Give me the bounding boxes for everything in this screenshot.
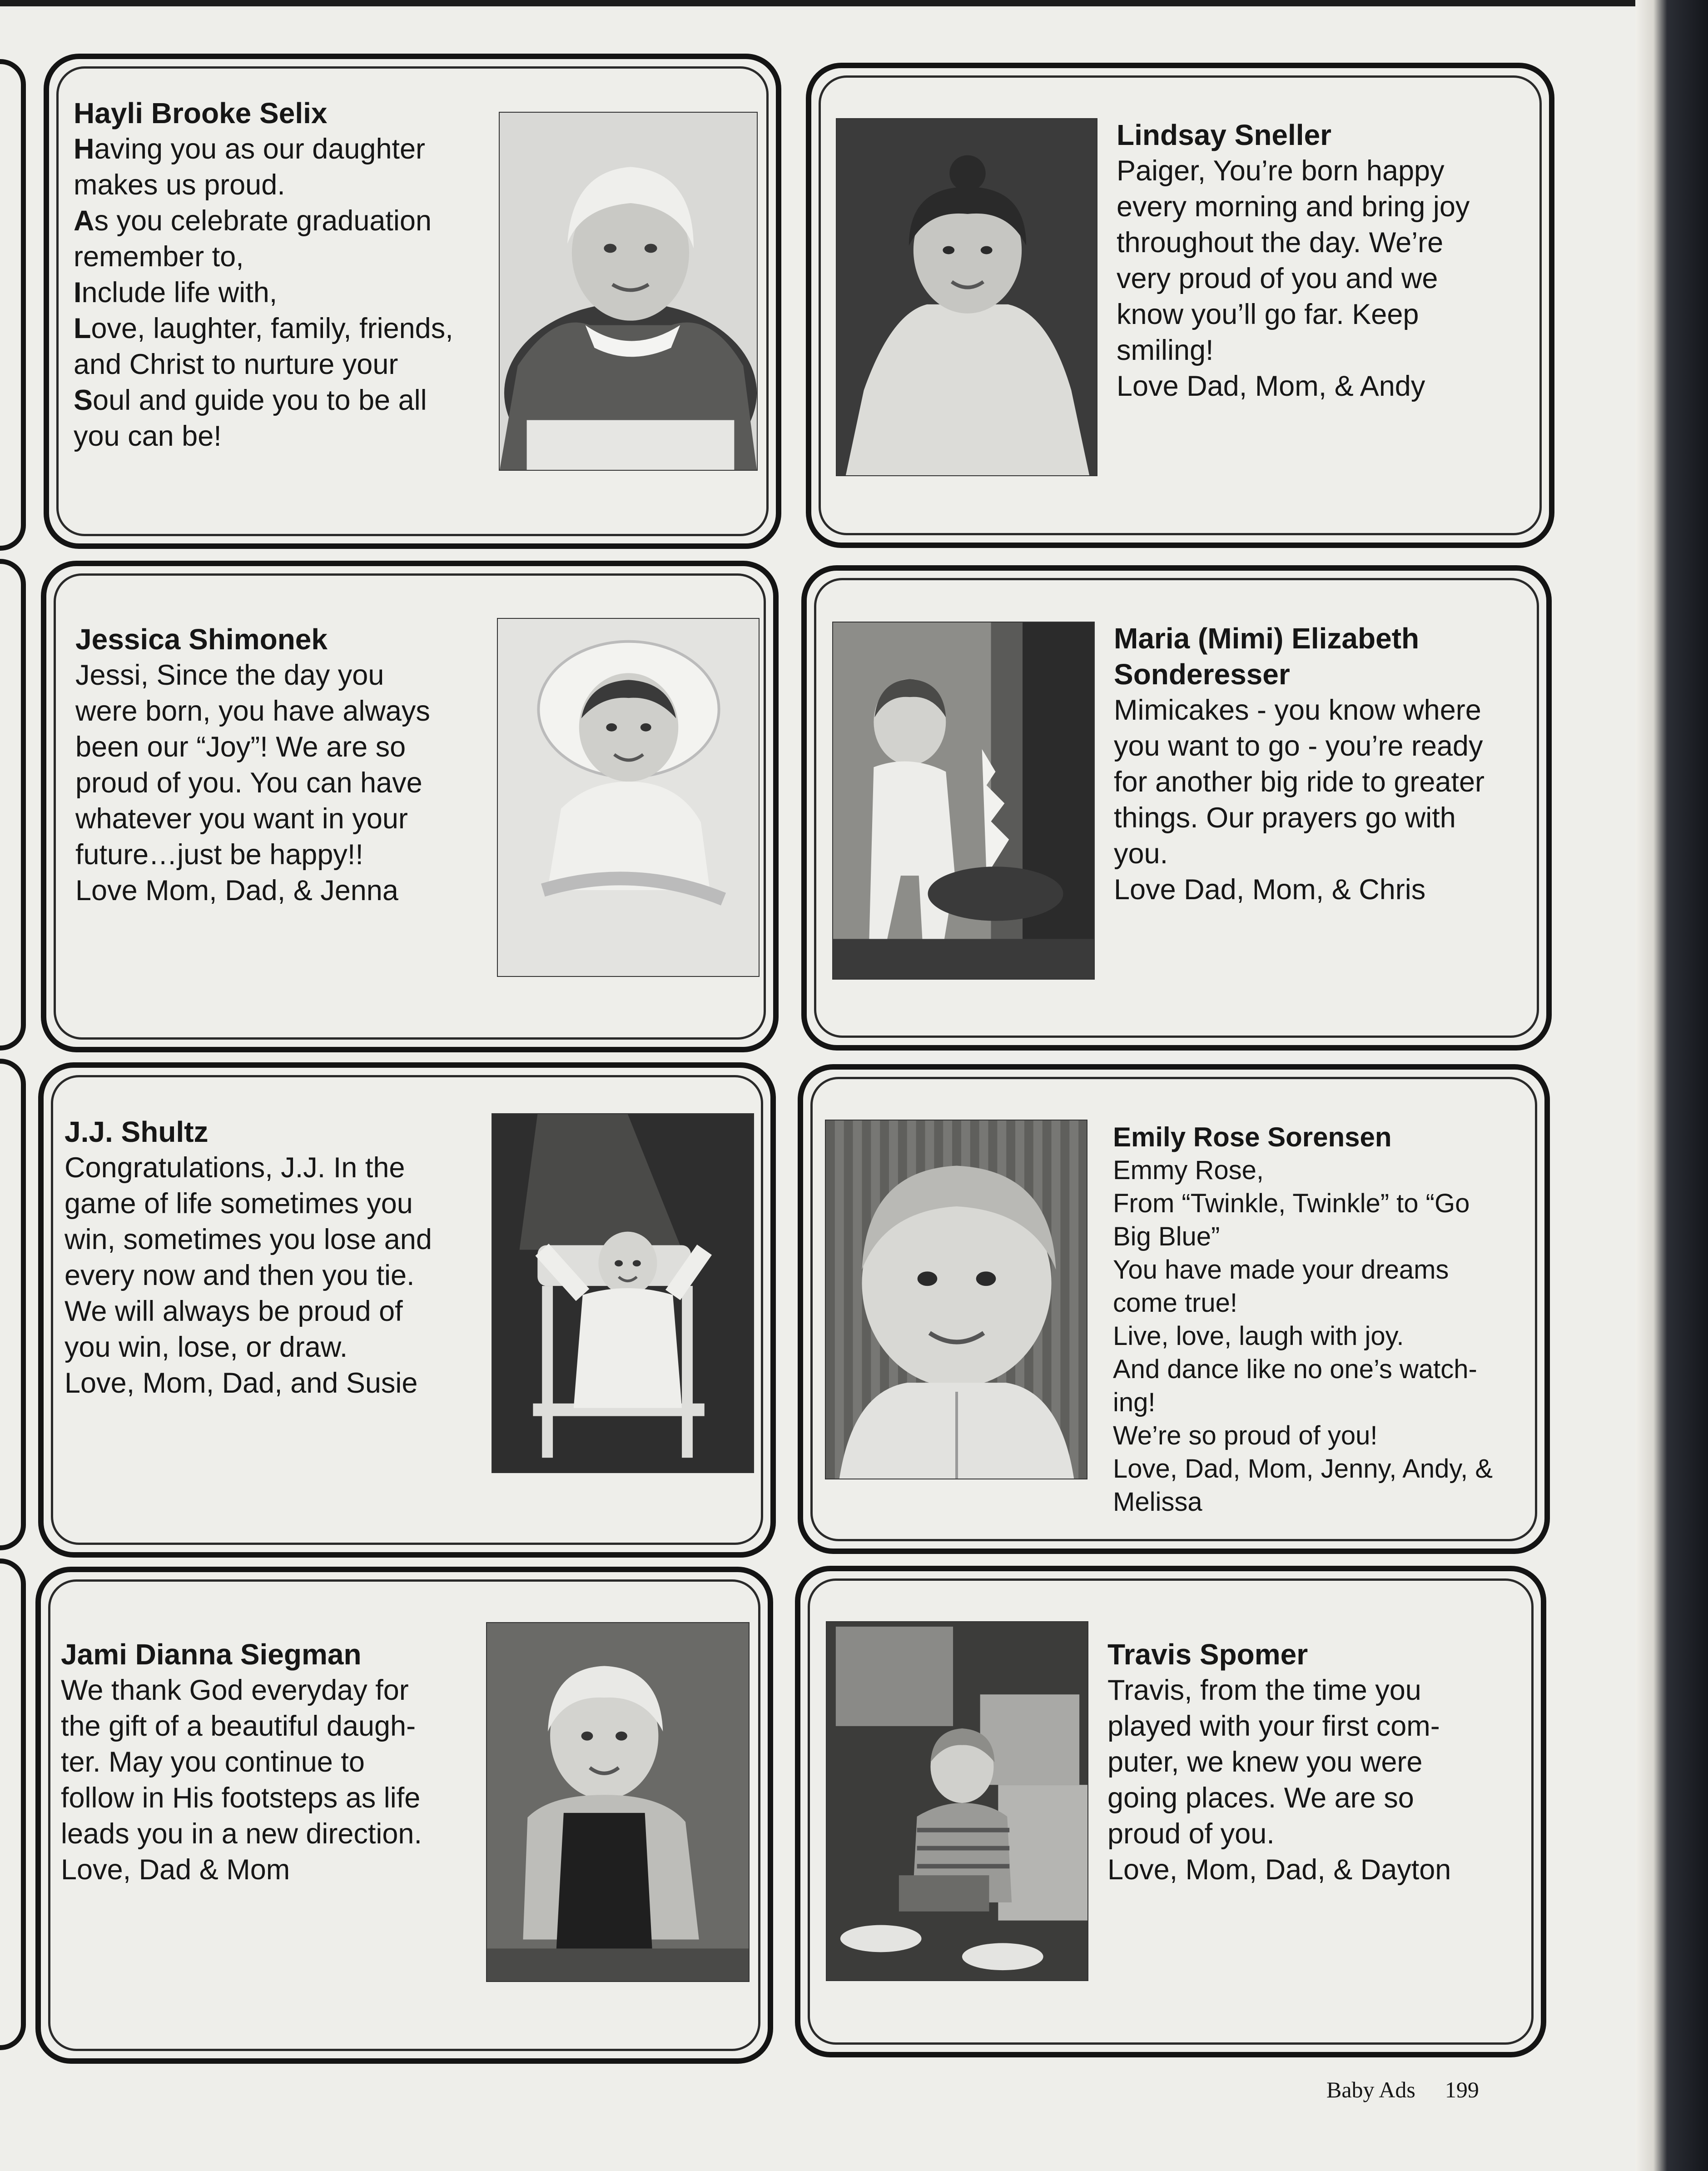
baby-photo xyxy=(836,118,1097,476)
acrostic-text: aving you as our daughter makes us proud. xyxy=(74,133,425,201)
baby-photo xyxy=(492,1113,754,1473)
ad-message: Emmy Rose, From “Twinkle, Twinkle” to “Go Big Blue” You have made your dreams come true! Live, love, laugh with joy. And dance like no one’s watch- ing! We’re so proud of you! xyxy=(1113,1155,1477,1450)
acrostic-line xyxy=(74,203,519,275)
ad-message: Travis, from the time you played with your first com- puter, we knew you were going places. We are so proud of you. xyxy=(1107,1674,1440,1850)
section-title: Baby Ads xyxy=(1326,2077,1415,2102)
ad-signature: Love, Dad & Mom xyxy=(61,1854,290,1886)
ad-signature: Love, Dad, Mom, Jenny, Andy, & Melissa xyxy=(1113,1454,1493,1517)
baby-name: J.J. Shultz xyxy=(65,1115,209,1148)
baby-name: Travis Spomer xyxy=(1107,1638,1308,1671)
acrostic-initial: H xyxy=(74,133,94,165)
ad-text xyxy=(75,622,507,909)
baby-ad-card xyxy=(806,63,1554,548)
acrostic-initial: I xyxy=(74,277,82,309)
baby-ad-card xyxy=(801,565,1552,1051)
previous-page-card-edge xyxy=(0,59,26,551)
acrostic-initial: A xyxy=(74,205,94,237)
acrostic-initial: L xyxy=(74,313,91,344)
baby-name: Jessica Shimonek xyxy=(75,623,328,656)
book-spine xyxy=(1635,0,1708,2171)
baby-name: Emily Rose Sorensen xyxy=(1113,1122,1392,1152)
ad-signature: Love, Mom, Dad, and Susie xyxy=(65,1367,418,1399)
previous-page-card-edge xyxy=(0,1059,26,1550)
ad-message: Jessi, Since the day you were born, you have always been our “Joy”! We are so proud of you. You can have whatever you want in your future…just be happy!! xyxy=(75,659,430,871)
ad-text xyxy=(61,1637,497,1888)
ad-text xyxy=(1113,1120,1540,1519)
previous-page-card-edge xyxy=(0,559,26,1051)
ad-message: Paiger, You’re born happy every morning and bring joy throughout the day. We’re very proud of you and we know you’ll go far. Keep smiling! xyxy=(1117,155,1470,366)
acrostic-line xyxy=(74,275,519,311)
ad-text xyxy=(74,95,519,454)
baby-ad-card xyxy=(798,1064,1550,1554)
baby-ad-card xyxy=(38,1062,776,1558)
baby-ad-card xyxy=(41,561,779,1052)
baby-photo xyxy=(499,112,758,471)
baby-ad-card xyxy=(44,54,781,549)
ad-text xyxy=(65,1114,501,1401)
page-footer xyxy=(1326,2076,1479,2103)
baby-photo xyxy=(826,1621,1088,1981)
baby-photo xyxy=(486,1622,750,1982)
acrostic-line xyxy=(74,311,519,383)
baby-photo xyxy=(832,622,1095,980)
baby-photo xyxy=(825,1120,1087,1479)
acrostic-initial: S xyxy=(74,384,93,416)
ad-text xyxy=(1114,621,1541,908)
baby-name: Hayli Brooke Selix xyxy=(74,97,328,129)
baby-name: Jami Dianna Siegman xyxy=(61,1638,362,1671)
baby-ad-card xyxy=(35,1567,773,2064)
acrostic-line xyxy=(74,131,519,203)
ad-message: Congratulations, J.J. In the game of life sometimes you win, sometimes you lose and every now and then you tie. We will always be proud of you win, lose, or draw. xyxy=(65,1152,432,1363)
ad-signature: Love Dad, Mom, & Chris xyxy=(1114,874,1426,906)
acrostic-line xyxy=(74,383,519,454)
acrostic-text: s you celebrate graduation remember to, xyxy=(74,205,432,273)
ad-signature: Love Dad, Mom, & Andy xyxy=(1117,370,1425,402)
baby-name: Lindsay Sneller xyxy=(1117,119,1332,151)
baby-name: Maria (Mimi) Elizabeth Sonderesser xyxy=(1114,622,1420,691)
ad-message: Mimicakes - you know where you want to go - you’re ready for another big ride to greater things. Our prayers go with you. xyxy=(1114,694,1485,870)
baby-photo xyxy=(497,618,760,977)
ad-text xyxy=(1117,117,1539,404)
ad-text xyxy=(1107,1637,1534,1888)
ad-message: We thank God everyday for the gift of a beautiful daugh- ter. May you continue to follow in His footsteps as life leads you in a new direction. xyxy=(61,1674,422,1850)
previous-page-card-edge xyxy=(0,1559,26,2050)
baby-ad-card xyxy=(795,1566,1546,2057)
acrostic-text: oul and guide you to be all you can be! xyxy=(74,384,427,452)
ad-signature: Love Mom, Dad, & Jenna xyxy=(75,875,398,906)
ad-signature: Love, Mom, Dad, & Dayton xyxy=(1107,1854,1451,1886)
page-top-edge xyxy=(0,0,1708,6)
page-number: 199 xyxy=(1445,2077,1479,2102)
acrostic-text: ove, laughter, family, friends, and Christ to nurture your xyxy=(74,313,453,380)
acrostic-message xyxy=(74,131,519,454)
acrostic-text: nclude life with, xyxy=(81,277,278,309)
